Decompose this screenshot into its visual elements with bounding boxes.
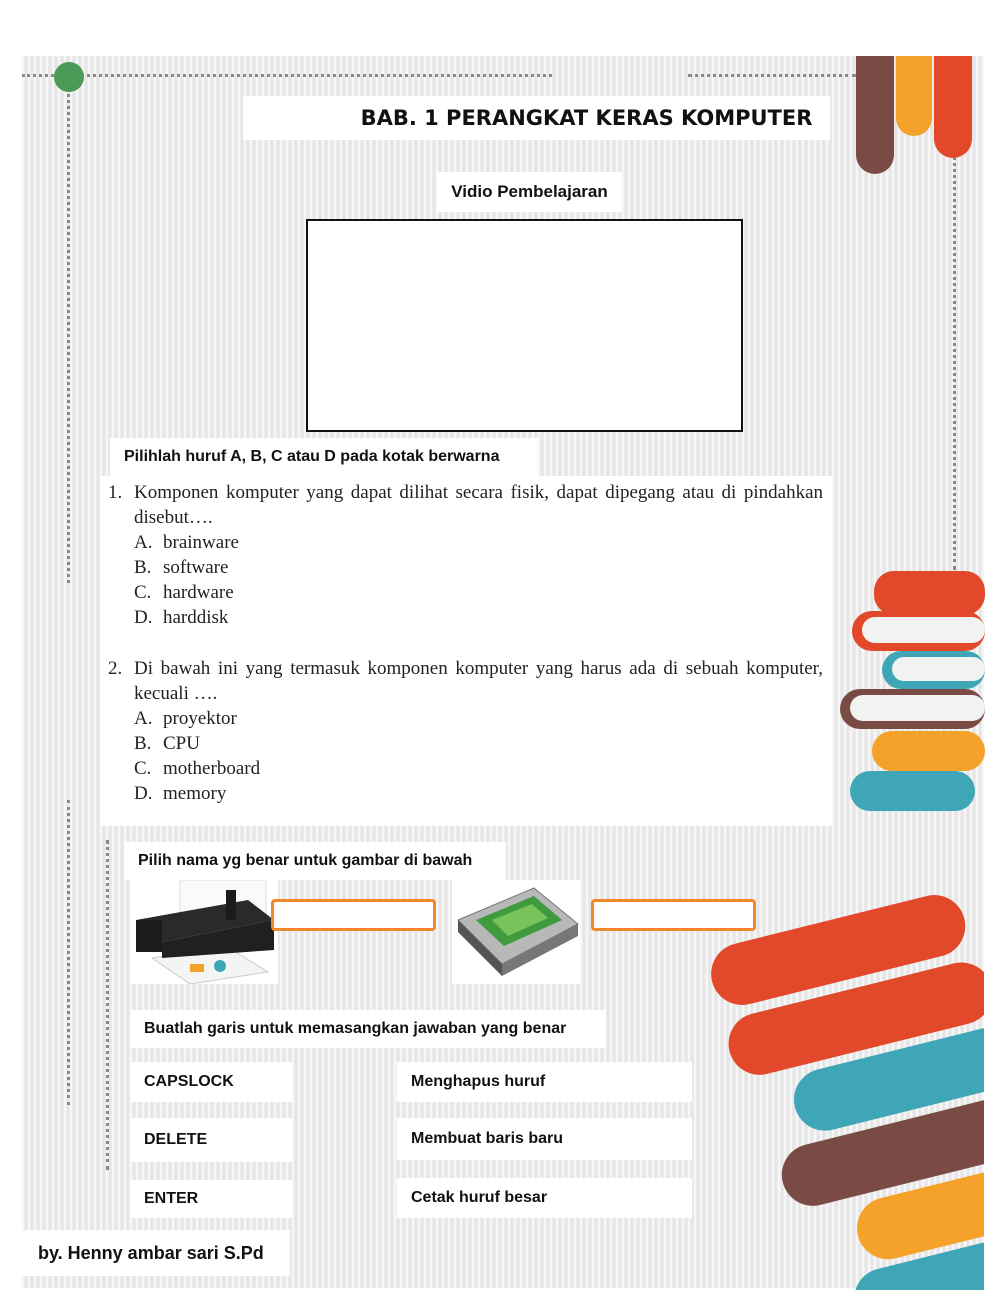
bookmark-red-decor (934, 56, 972, 158)
match-right-huruf-besar[interactable] (397, 1178, 692, 1218)
match-right-label: Membuat baris baru (411, 1130, 564, 1147)
match-right-label: Menghapus huruf (411, 1073, 546, 1090)
video-label-box (437, 172, 622, 212)
match-left-capslock[interactable] (130, 1062, 292, 1102)
question-2 (108, 656, 823, 806)
question-number: 2. (108, 658, 123, 679)
harddisk-icon (452, 880, 580, 984)
option-letter: D. (134, 607, 153, 628)
option-text: CPU (163, 733, 200, 754)
option-text: brainware (163, 532, 239, 553)
option-text: harddisk (163, 607, 229, 628)
option-a[interactable] (108, 530, 823, 555)
bookmark-brown-decor (856, 56, 894, 174)
printer-image (130, 880, 278, 984)
dotted-line-top-left (22, 74, 552, 77)
question-1 (108, 480, 823, 630)
quiz-panel (100, 476, 832, 826)
green-circle-decor (54, 62, 84, 92)
match-left-enter[interactable] (130, 1180, 292, 1218)
option-d[interactable] (108, 605, 823, 630)
match-left-delete[interactable] (130, 1118, 292, 1162)
option-b[interactable] (108, 731, 823, 756)
harddisk-answer-box[interactable] (591, 899, 756, 931)
option-c[interactable] (108, 756, 823, 781)
question-text: Di bawah ini yang termasuk komponen komputer yang harus ada di sebuah komputer, kecuali …. (134, 658, 823, 704)
book-stack-decor (840, 565, 985, 815)
option-letter: B. (134, 557, 152, 578)
section3-instruction: Buatlah garis untuk memasangkan jawaban yang benar (144, 1020, 567, 1037)
option-text: motherboard (163, 758, 261, 779)
option-text: hardware (163, 582, 234, 603)
bookmark-orange-decor (896, 56, 932, 136)
author-credit (22, 1230, 290, 1276)
printer-icon (130, 880, 278, 984)
title-banner (243, 96, 830, 140)
dotted-line-left-upper (67, 88, 70, 583)
option-c[interactable] (108, 580, 823, 605)
printer-answer-box[interactable] (271, 899, 436, 931)
option-letter: D. (134, 783, 153, 804)
author-text: by. Henny ambar sari S.Pd (38, 1242, 264, 1263)
match-right-baris-baru[interactable] (397, 1118, 692, 1160)
option-text: software (163, 557, 229, 578)
match-left-label: ENTER (144, 1190, 199, 1207)
dotted-line-left-inner (106, 840, 109, 1170)
question-number: 1. (108, 482, 123, 503)
section2-instruction: Pilih nama yg benar untuk gambar di bawah (138, 852, 473, 869)
option-a[interactable] (108, 706, 823, 731)
option-b[interactable] (108, 555, 823, 580)
option-letter: C. (134, 582, 152, 603)
dotted-line-left-lower (67, 800, 70, 1105)
dotted-line-right (953, 150, 956, 570)
option-text: memory (163, 783, 227, 804)
question-text: Komponen komputer yang dapat dilihat secara fisik, dapat dipegang atau di pindahkan disebut…. (134, 482, 823, 528)
option-letter: B. (134, 733, 152, 754)
section2-instruction-box (124, 842, 506, 880)
option-d[interactable] (108, 781, 823, 806)
dotted-line-top-right (688, 74, 856, 77)
option-letter: A. (134, 532, 153, 553)
option-letter: C. (134, 758, 152, 779)
tilted-books-decor (700, 880, 984, 1290)
page-title: BAB. 1 PERANGKAT KERAS KOMPUTER (360, 106, 813, 130)
option-letter: A. (134, 708, 153, 729)
match-left-label: DELETE (144, 1131, 208, 1148)
section3-instruction-box (130, 1010, 606, 1048)
section1-instruction: Pilihlah huruf A, B, C atau D pada kotak berwarna (124, 448, 500, 465)
video-player[interactable] (306, 219, 743, 432)
harddisk-image (452, 880, 580, 984)
match-right-menghapus[interactable] (397, 1062, 692, 1102)
match-left-label: CAPSLOCK (144, 1073, 234, 1090)
option-text: proyektor (163, 708, 237, 729)
section1-instruction-box (110, 438, 538, 476)
match-right-label: Cetak huruf besar (411, 1189, 548, 1206)
video-label: Vidio Pembelajaran (451, 182, 608, 201)
